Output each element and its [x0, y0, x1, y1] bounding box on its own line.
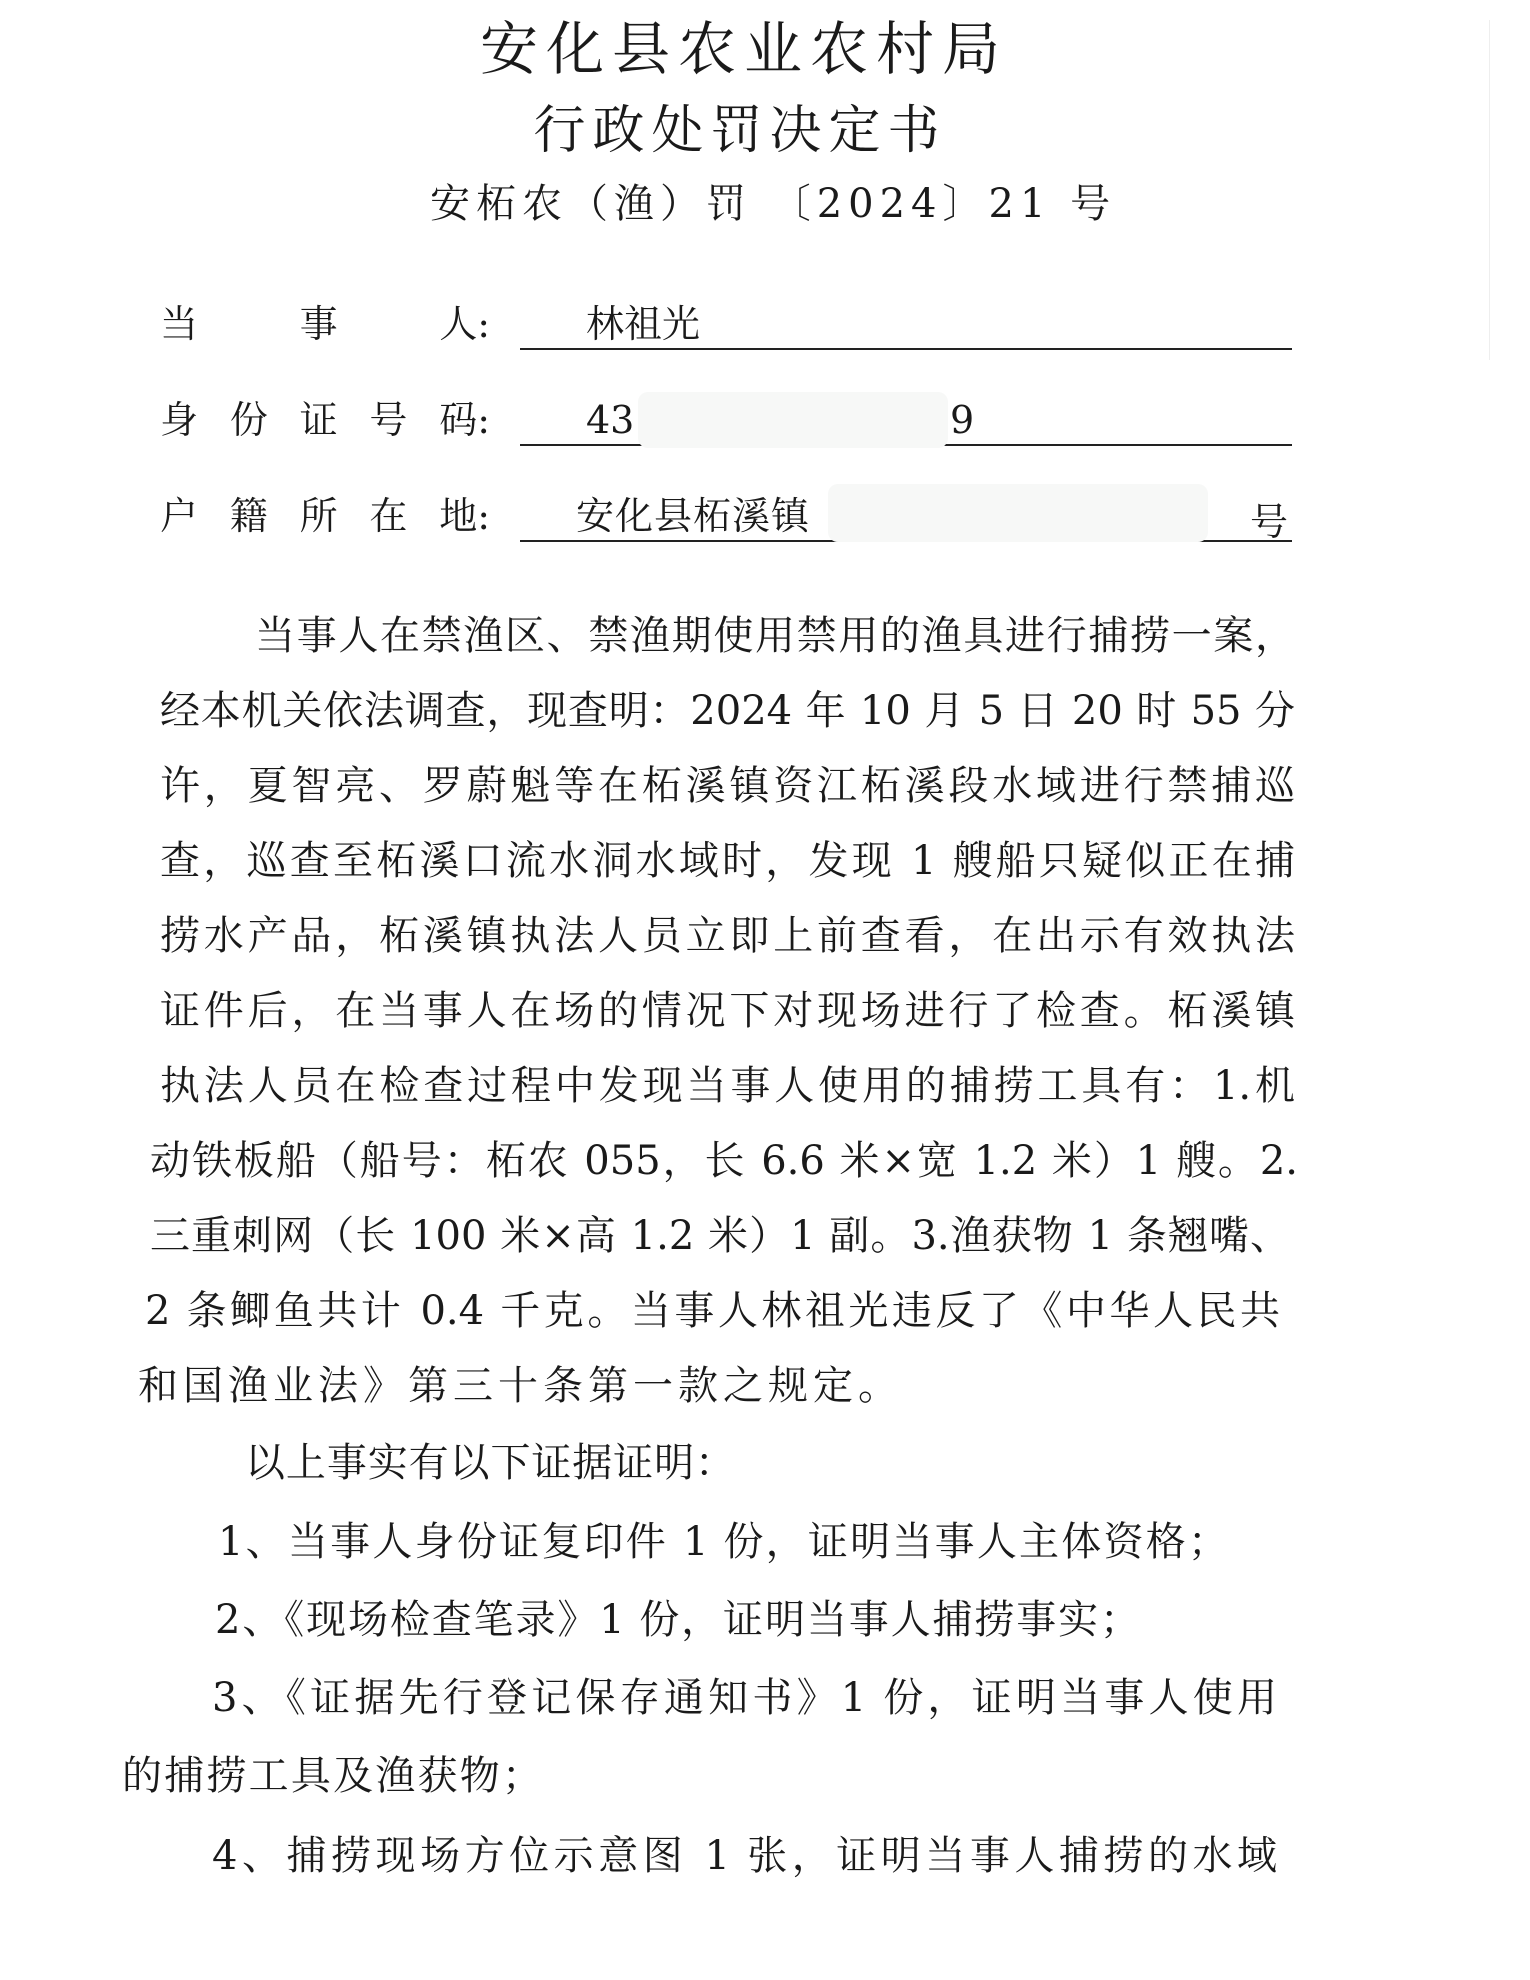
party-value: 林祖光	[586, 302, 701, 346]
evidence-item-continued: 的捕捞工具及渔获物；	[122, 1753, 542, 1799]
domicile-label	[160, 492, 490, 540]
facts-line: 执法人员在检查过程中发现当事人使用的捕捞工具有：1.机	[160, 1063, 1295, 1109]
facts-line: 动铁板船（船号：柘农 055，长 6.6 米×宽 1.2 米）1 艘。2.	[150, 1138, 1298, 1184]
evidence-item: 1、当事人身份证复印件 1 份，证明当事人主体资格；	[218, 1519, 1228, 1565]
evidence-item: 3、《证据先行登记保存通知书》1 份，证明当事人使用	[212, 1675, 1277, 1721]
scan-artifact-line	[1489, 20, 1490, 360]
domicile-suffix: 号	[1250, 500, 1289, 544]
id-number-field	[520, 396, 1292, 446]
facts-line: 许，夏智亮、罗蔚魁等在柘溪镇资江柘溪段水域进行禁捕巡	[160, 763, 1295, 809]
facts-line: 三重刺网（长 100 米×高 1.2 米）1 副。3.渔获物 1 条翘嘴、	[150, 1213, 1290, 1259]
facts-line: 和国渔业法》第三十条第一款之规定。	[138, 1363, 898, 1409]
facts-line: 查，巡查至柘溪口流水洞水域时，发现 1 艘船只疑似正在捕	[160, 838, 1295, 884]
label-char: 身	[160, 398, 199, 442]
facts-line: 当事人在禁渔区、禁渔期使用禁用的渔具进行捕捞一案，	[255, 613, 1295, 659]
label-char: 人:	[439, 302, 490, 346]
label-char: 份	[229, 398, 268, 442]
label-char: 事	[299, 302, 338, 346]
redaction-mask	[638, 392, 948, 448]
label-char: 码:	[439, 398, 490, 442]
party-field	[520, 300, 1292, 350]
label-char: 户	[160, 494, 199, 538]
redaction-mask	[828, 484, 1208, 542]
evidence-intro: 以上事实有以下证据证明：	[245, 1440, 735, 1486]
domicile-prefix: 安化县柘溪镇	[576, 494, 811, 538]
label-char: 号	[369, 398, 408, 442]
party-label	[160, 300, 490, 348]
document-number: 安柘农（渔）罚 〔2024〕21 号	[430, 181, 1117, 227]
evidence-item: 2、《现场检查笔录》1 份，证明当事人捕捞事实；	[215, 1597, 1140, 1643]
facts-line: 经本机关依法调查，现查明：2024 年 10 月 5 日 20 时 55 分	[160, 688, 1295, 734]
document-type-title: 行政处罚决定书	[533, 101, 947, 161]
id-number-label	[160, 396, 490, 444]
domicile-field	[520, 492, 1292, 542]
id-number-suffix: 9	[950, 398, 975, 442]
agency-title: 安化县农业农村局	[480, 15, 1009, 83]
evidence-item: 4、捕捞现场方位示意图 1 张，证明当事人捕捞的水域	[212, 1833, 1277, 1879]
facts-line: 2 条鲫鱼共计 0.4 千克。当事人林祖光违反了《中华人民共	[145, 1288, 1280, 1334]
label-char: 地:	[439, 494, 490, 538]
label-char: 当	[160, 302, 199, 346]
label-char: 证	[299, 398, 338, 442]
label-char: 籍	[229, 494, 268, 538]
id-number-prefix: 43	[586, 398, 635, 442]
label-char: 所	[299, 494, 338, 538]
facts-line: 证件后，在当事人在场的情况下对现场进行了检查。柘溪镇	[160, 988, 1295, 1034]
label-char: 在	[369, 494, 408, 538]
facts-line: 捞水产品，柘溪镇执法人员立即上前查看，在出示有效执法	[160, 913, 1295, 959]
